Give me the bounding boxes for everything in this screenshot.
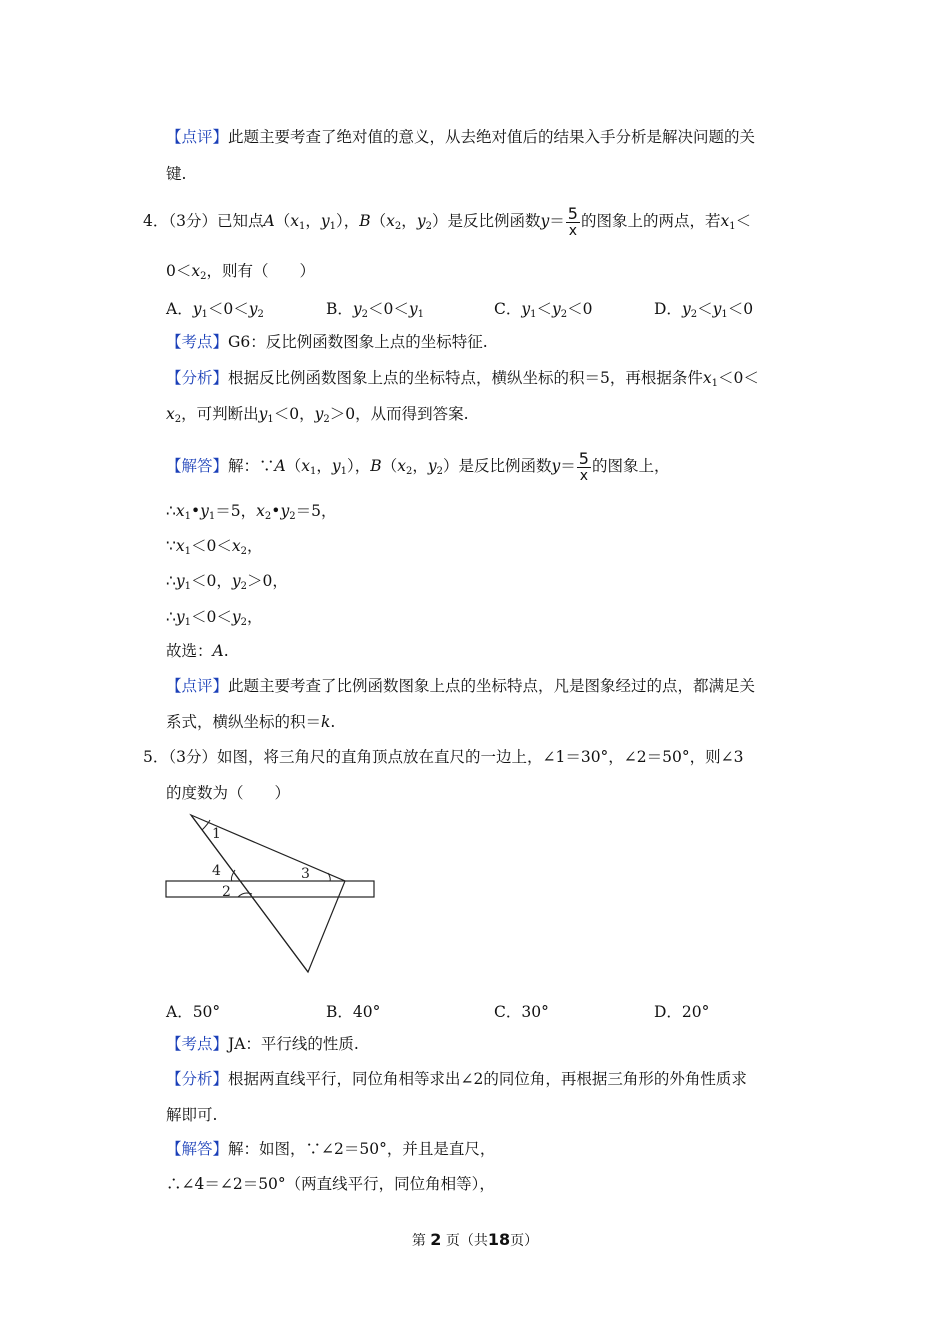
q4-fenxi-line-1: 【分析】根据反比例函数图象上点的坐标特点，横纵坐标的积＝5，再根据条件$x_1<0<$	[166, 369, 759, 389]
review-line-1	[166, 127, 755, 147]
q5-option-b[interactable]: B．40°	[326, 1003, 381, 1021]
fenxi-tag-2: 【分析】	[166, 1070, 229, 1088]
ruler-rect	[166, 881, 374, 897]
q4-tail: 的图象上的两点，若	[580, 212, 721, 230]
kaodian-text: G6：反比例函数图象上点的坐标特征.	[228, 333, 488, 351]
review-line-2	[166, 164, 186, 184]
q4-dianping-line-2: 系式，横纵坐标的积＝k.	[166, 713, 336, 731]
fraction-5-over-x-2: $\frac{5}{x}$	[578, 449, 589, 484]
q4-option-a[interactable]: A．$y_1<0<y_2$	[166, 300, 264, 320]
q4-stem-line-1: 4．（3分）已知点$A(x_1$，$y_1$），$B(x_2$，$y_2$）是反比例函数y＝ $\frac{5}{x}$ 的图象上的两点，若$x_1<$	[143, 204, 752, 239]
answer-letter: A	[212, 642, 224, 660]
angle-2-label: 2	[222, 884, 231, 900]
q5-stem: （3分）如图，将三角尺的直角顶点放在直尺的一边上，∠1＝30°，∠2＝50°，则∠3	[168, 748, 744, 766]
point-a: A	[263, 212, 275, 230]
q4-fenxi-line-2: $x_2$，可判断出$y_1<0$，$y_2>0$，从而得到答案.	[166, 405, 469, 425]
q4-answer: 故选：A.	[166, 642, 229, 660]
step-3: $\therefore y_1<0$，$y_2>0$，	[166, 572, 288, 592]
fenxi-end: ，从而得到答案.	[355, 405, 469, 423]
q5-stem-line-2	[166, 783, 290, 803]
kaodian-text-2: JA：平行线的性质.	[228, 1035, 359, 1053]
fenxi-text: 根据反比例函数图象上点的坐标特点，横纵坐标的积＝5，再根据条件	[228, 369, 703, 387]
page-number: 2	[430, 1230, 442, 1249]
q4-dianping-line-1	[166, 676, 755, 696]
angle-4-label: 4	[212, 863, 221, 879]
kaodian-tag: 【考点】	[166, 333, 229, 351]
jieda-tail: 的图象上，	[591, 457, 670, 475]
dianping-tag-2: 【点评】	[166, 677, 229, 695]
step-4: $\therefore y_1<0<y_2$，	[166, 608, 263, 628]
q5-option-a[interactable]: A．50°	[166, 1003, 221, 1021]
fraction-5-over-x: $\frac{5}{x}$	[567, 204, 578, 239]
angle-1-label: 1	[212, 826, 221, 842]
total-pages: 18	[487, 1230, 511, 1249]
q5-option-c[interactable]: C．30°	[494, 1003, 549, 1021]
q5-fenxi-line-2	[166, 1105, 217, 1125]
q4-option-b[interactable]: B．$y_2<0<y_1$	[326, 300, 425, 320]
kaodian-tag-2: 【考点】	[166, 1035, 229, 1053]
fenxi-cont: ，可判断出	[181, 405, 259, 423]
q5-option-d[interactable]: D．20°	[654, 1003, 710, 1021]
q4-jieda-line-1: 【解答】解：$\because A(x_1$，$y_1$），$B(x_2$，$y_2$）是反比例函数y＝ $\frac{5}{x}$ 的图象上，	[166, 449, 670, 484]
jieda-tag: 【解答】	[166, 457, 229, 475]
jieda-tag-2: 【解答】	[166, 1140, 229, 1158]
jieda-text-2: 解：如图，∵∠2＝50°，并且是直尺，	[228, 1140, 496, 1158]
fenxi-text-2: 根据两直线平行，同位角相等求出∠2的同位角，再根据三角形的外角性质求	[228, 1070, 747, 1088]
dianping-text-2: 此题主要考查了比例函数图象上点的坐标特点，凡是图象经过的点，都满足关	[228, 677, 756, 695]
triangle-ruler-figure	[160, 808, 385, 980]
q5-kaodian	[166, 1034, 359, 1054]
q4-option-d[interactable]: D．$y_2<y_1<0$	[654, 300, 754, 320]
jieda-step-2: ∴∠4＝∠2＝50°（两直线平行，同位角相等），	[166, 1175, 495, 1193]
fenxi-tag: 【分析】	[166, 369, 229, 387]
q4-score: （3分）已知点	[168, 212, 264, 230]
dianping-tag: 【点评】	[166, 128, 229, 146]
step-2: $\because x_1<0<x_2$，	[166, 537, 263, 557]
step-1: $\therefore x_1•y_1=5$，$x_2•y_2=5$，	[166, 502, 337, 522]
jieda-text: 解：∵	[228, 457, 275, 475]
q4-number: 4．	[143, 212, 169, 230]
q5-jieda-line-2	[166, 1174, 495, 1194]
q5-fenxi-line-1	[166, 1069, 747, 1089]
dianping-text: 此题主要考查了绝对值的意义，从去绝对值后的结果入手分析是解决问题的关	[228, 128, 756, 146]
angle-3-label: 3	[301, 866, 310, 882]
point-b: B	[359, 212, 371, 230]
dianping-text-cont: 键.	[166, 165, 187, 183]
q5-number: 5．	[143, 748, 169, 766]
page-footer: 第 2 页（共18页）	[411, 1230, 539, 1249]
q4-stem-line-2: $0<x_2$，则有（ ）	[166, 262, 316, 282]
q5-stem-cont: 的度数为（ ）	[166, 784, 291, 802]
q5-stem-line-1	[143, 747, 743, 767]
q4-stem-cont: ，则有（ ）	[206, 262, 316, 280]
q5-jieda-line-1	[166, 1139, 495, 1159]
q4-kaodian	[166, 332, 488, 352]
fenxi-cont-2: 解即可.	[166, 1106, 218, 1124]
q4-option-c[interactable]: C．$y_1<y_2<0$	[494, 300, 593, 320]
q4-desc: 是反比例函数	[447, 212, 541, 230]
